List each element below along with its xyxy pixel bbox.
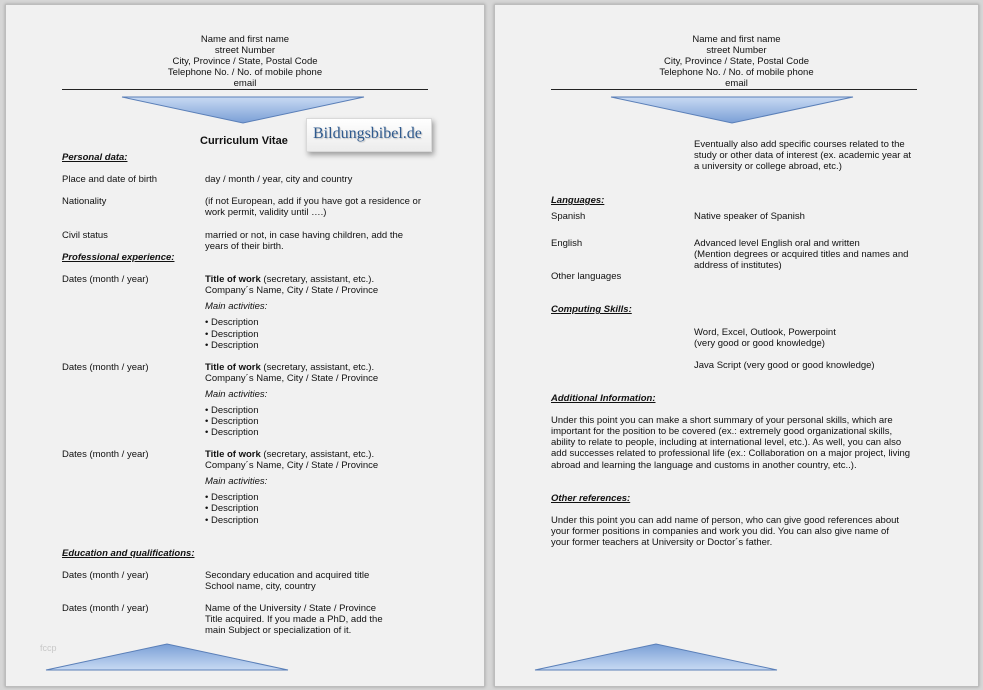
- education-line: Secondary education and acquired title: [205, 570, 370, 581]
- additional-line: add successes related to professional life (ex.: Collaboration on a major project, living: [551, 448, 911, 459]
- personal-value: (if not European, add if you have got a residence or: [205, 196, 421, 207]
- languages-heading: Languages:: [551, 195, 605, 206]
- additional-line: important for the position to be covered (ex.: extremely good organizational skills,: [551, 426, 893, 437]
- experience-company: Company´s Name, City / State / Province: [205, 285, 379, 296]
- experience-date: Dates (month / year): [62, 449, 149, 460]
- education-line: Title acquired. If you made a PhD, add the: [205, 614, 383, 625]
- experience-bullet: • Description: [205, 329, 259, 340]
- language-label: Other languages: [551, 271, 622, 282]
- language-value: Native speaker of Spanish: [694, 211, 805, 222]
- additional-heading: Additional Information:: [551, 393, 656, 404]
- experience-title: Title of work (secretary, assistant, etc.).: [205, 362, 375, 373]
- experience-activities-label: Main activities:: [205, 301, 268, 312]
- contact-header: [6, 34, 484, 89]
- personal-value: married or not, in case having children, add the: [205, 230, 404, 241]
- logo-text: Bildungsbibel.de: [313, 125, 422, 142]
- experience-date: Dates (month / year): [62, 274, 149, 285]
- header-street: street Number: [214, 45, 276, 56]
- header-phone: Telephone No. / No. of mobile phone: [167, 67, 323, 78]
- experience-bullet: • Description: [205, 492, 259, 503]
- experience-heading: Professional experience:: [62, 252, 175, 263]
- references-line: your former positions in companies and work you did. You can also give name of: [551, 526, 889, 537]
- education-line: School name, city, country: [205, 581, 316, 592]
- header-name: Name and first name: [200, 34, 290, 45]
- header-divider: [62, 89, 428, 90]
- computing-line: (very good or good knowledge): [694, 338, 825, 349]
- personal-value: years of their birth.: [205, 241, 284, 252]
- header-divider: [551, 89, 917, 90]
- experience-company: Company´s Name, City / State / Province: [205, 460, 379, 471]
- additional-line: abroad and learning the language and customs in another country, etc..).: [551, 460, 857, 471]
- header-city: City, Province / State, Postal Code: [663, 56, 810, 67]
- experience-bullet: • Description: [205, 515, 259, 526]
- experience-bullet: • Description: [205, 317, 259, 328]
- personal-value: work permit, validity until ….): [205, 207, 327, 218]
- experience-bullet: • Description: [205, 340, 259, 351]
- education-line: main Subject or specialization of it.: [205, 625, 352, 636]
- personal-label: Place and date of birth: [62, 174, 158, 185]
- computing-heading: Computing Skills:: [551, 304, 632, 315]
- experience-activities-label: Main activities:: [205, 476, 268, 487]
- experience-activities-label: Main activities:: [205, 389, 268, 400]
- experience-company: Company´s Name, City / State / Province: [205, 373, 379, 384]
- additional-line: Under this point you can make a short summary of your personal skills, which are: [551, 415, 893, 426]
- contact-header: [495, 34, 978, 89]
- bildungsbibel-logo: [306, 118, 432, 152]
- language-value: (Mention degrees or acquired titles and names and: [694, 249, 909, 260]
- computing-line: Java Script (very good or good knowledge): [694, 360, 875, 371]
- personal-data-heading: Personal data:: [62, 152, 128, 163]
- language-label: English: [551, 238, 583, 249]
- cv-title: Curriculum Vitae: [200, 135, 288, 147]
- intro-line: a university or college abroad, etc.): [694, 161, 842, 172]
- up-arrow-icon: [535, 642, 777, 672]
- watermark: fccp: [40, 643, 57, 653]
- education-line: Name of the University / State / Province: [205, 603, 377, 614]
- references-line: Under this point you can add name of person, who can give good references about: [551, 515, 900, 526]
- education-heading: Education and qualifications:: [62, 548, 195, 559]
- experience-bullet: • Description: [205, 405, 259, 416]
- header-name: Name and first name: [692, 34, 781, 45]
- up-arrow-icon: [46, 642, 288, 672]
- language-value: address of institutes): [694, 260, 782, 271]
- additional-line: ability to relate to people, including at international level, etc.). As well, you can also: [551, 437, 902, 448]
- intro-line: study or other data of interest (ex. academic year at: [694, 150, 912, 161]
- experience-date: Dates (month / year): [62, 362, 149, 373]
- header-email: email: [725, 78, 748, 89]
- experience-bullet: • Description: [205, 427, 259, 438]
- references-heading: Other references:: [551, 493, 631, 504]
- cv-page-left: [5, 4, 485, 687]
- header-email: email: [233, 78, 257, 89]
- intro-line: Eventually also add specific courses related to the: [694, 139, 905, 150]
- references-line: your former teachers at University or Doctor´s father.: [551, 537, 773, 548]
- computing-line: Word, Excel, Outlook, Powerpoint: [694, 327, 836, 338]
- down-arrow-icon: [611, 95, 853, 125]
- experience-title: Title of work (secretary, assistant, etc.).: [205, 274, 375, 285]
- language-value: Advanced level English oral and written: [694, 238, 860, 249]
- experience-bullet: • Description: [205, 416, 259, 427]
- header-city: City, Province / State, Postal Code: [172, 56, 318, 67]
- personal-value: day / month / year, city and country: [205, 174, 353, 185]
- personal-label: Nationality: [62, 196, 107, 207]
- personal-label: Civil status: [62, 230, 108, 241]
- header-street: street Number: [706, 45, 767, 56]
- education-date: Dates (month / year): [62, 603, 149, 614]
- experience-title: Title of work (secretary, assistant, etc.).: [205, 449, 375, 460]
- language-label: Spanish: [551, 211, 586, 222]
- experience-bullet: • Description: [205, 503, 259, 514]
- education-date: Dates (month / year): [62, 570, 149, 581]
- header-phone: Telephone No. / No. of mobile phone: [659, 67, 814, 78]
- cv-page-right: [494, 4, 979, 687]
